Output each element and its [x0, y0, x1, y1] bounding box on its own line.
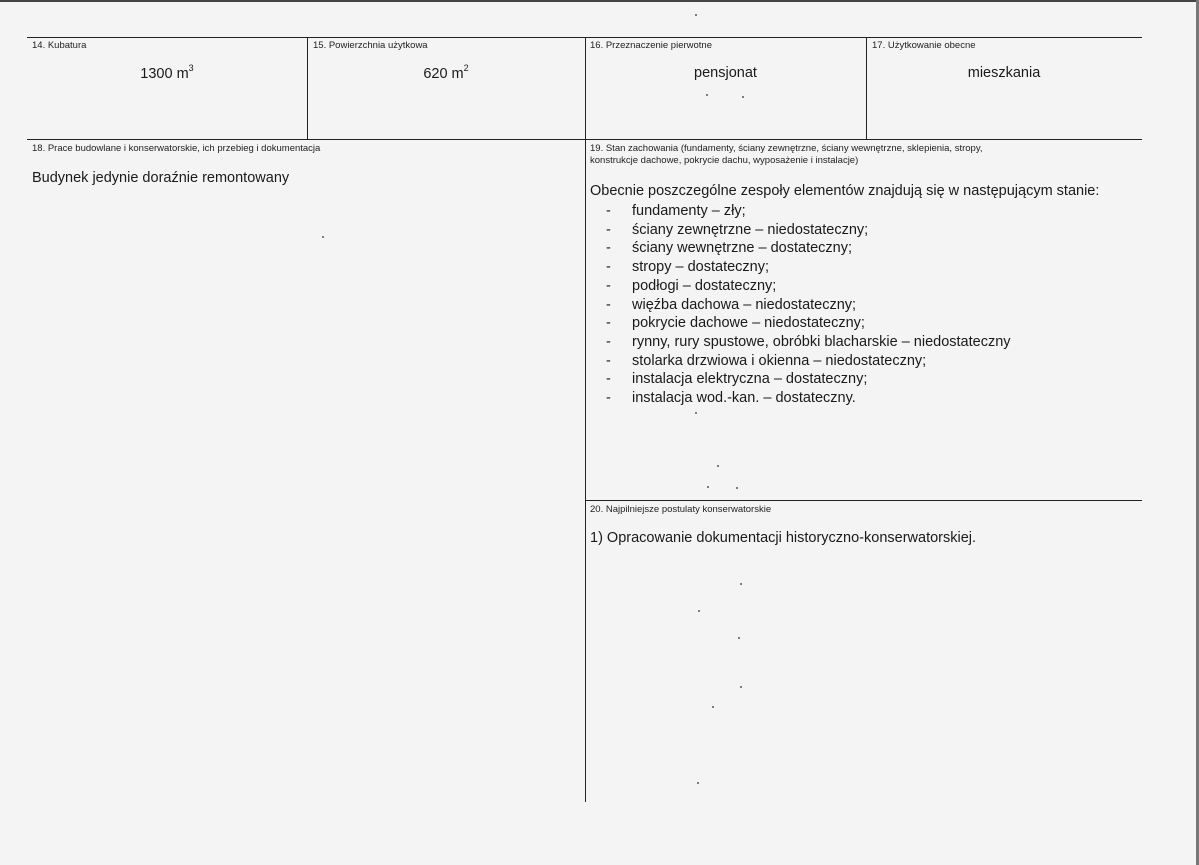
- bullet-dash: -: [606, 371, 611, 388]
- scan-speck: [697, 782, 699, 784]
- list-item-text: instalacja wod.-kan. – dostateczny.: [632, 390, 856, 407]
- list-item-text: rynny, rury spustowe, obróbki blacharskie – niedostateczny: [632, 333, 1011, 350]
- field-18-value: Budynek jedynie doraźnie remontowany: [32, 170, 290, 186]
- col-divider-1: [307, 37, 308, 139]
- bullet-dash: -: [606, 352, 611, 369]
- list-item: [600, 352, 1011, 371]
- list-item: [600, 370, 1011, 389]
- field-15-number: 620 m: [423, 65, 464, 82]
- scan-speck: [706, 94, 708, 96]
- list-item: [600, 221, 1011, 240]
- scan-speck: [695, 412, 697, 414]
- list-item-text: ściany wewnętrzne – dostateczny;: [632, 240, 853, 257]
- list-item-text: stolarka drzwiowa i okienna – niedostateczny;: [632, 352, 927, 369]
- bullet-dash: -: [606, 203, 611, 219]
- field-14-label: 14. Kubatura: [32, 40, 87, 51]
- bullet-dash: -: [606, 259, 611, 276]
- bullet-dash: -: [606, 296, 611, 313]
- scan-speck: [738, 637, 740, 639]
- field-14-unit-exponent: 3: [188, 63, 194, 73]
- field-16-value: pensjonat: [694, 65, 757, 81]
- field-19-label-line1: 19. Stan zachowania (fundamenty, ściany zewnętrzne, ściany wewnętrzne, sklepienia, stropy,: [590, 143, 983, 154]
- scan-speck: [740, 583, 742, 585]
- list-item: [600, 314, 1011, 333]
- list-item: [600, 202, 1011, 221]
- field-15-unit-exponent: 2: [463, 63, 469, 73]
- list-item-text: stropy – dostateczny;: [632, 259, 770, 276]
- field-19-label-line2: konstrukcje dachowe, pokrycie dachu, wyposażenie i instalacje): [590, 155, 859, 166]
- field20-top-line: [586, 500, 1142, 501]
- field-16-label: 16. Przeznaczenie pierwotne: [590, 40, 712, 51]
- bullet-dash: -: [606, 333, 611, 350]
- list-item-text: pokrycie dachowe – niedostateczny;: [632, 315, 865, 332]
- field-17-value: mieszkania: [967, 65, 1041, 81]
- list-item-text: więźba dachowa – niedostateczny;: [632, 296, 857, 313]
- field-15-value: [307, 64, 585, 82]
- col-divider-2: [585, 37, 586, 802]
- scan-speck: [742, 96, 744, 98]
- bullet-dash: -: [606, 315, 611, 332]
- bullet-dash: -: [606, 390, 611, 407]
- field-20-label: 20. Najpilniejsze postulaty konserwatorskie: [590, 504, 772, 515]
- field-19-intro: Obecnie poszczególne zespoły elementów znajdują się w następującym stanie:: [590, 183, 1100, 199]
- scan-speck: [698, 610, 700, 612]
- list-item: [600, 389, 1011, 408]
- field-15-label: 15. Powierzchnia użytkowa: [313, 40, 428, 51]
- field-17-label: 17. Użytkowanie obecne: [872, 40, 976, 51]
- scan-speck: [736, 487, 738, 489]
- list-item-text: podłogi – dostateczny;: [632, 277, 777, 294]
- bullet-dash: -: [606, 221, 611, 238]
- bullet-dash: -: [606, 240, 611, 257]
- list-item: [600, 239, 1011, 258]
- field-18-label: 18. Prace budowlane i konserwatorskie, ich przebieg i dokumentacja: [32, 143, 321, 154]
- field-14-number: 1300 m: [140, 65, 189, 82]
- scan-speck: [717, 465, 719, 467]
- scan-speck: [707, 486, 709, 488]
- field-14-value: [27, 64, 307, 82]
- scan-speck: [322, 236, 324, 238]
- list-item-text: fundamenty – zły;: [632, 203, 746, 219]
- scan-edge-top: [0, 0, 1199, 2]
- scan-speck: [712, 706, 714, 708]
- list-item-text: instalacja elektryczna – dostateczny;: [632, 371, 868, 388]
- col-divider-3: [866, 37, 867, 139]
- field-19-condition-list: [600, 202, 1011, 408]
- field-20-value: 1) Opracowanie dokumentacji historyczno-konserwatorskiej.: [590, 530, 977, 546]
- list-item: [600, 277, 1011, 296]
- list-item: [600, 296, 1011, 315]
- bullet-dash: -: [606, 277, 611, 294]
- scan-speck: [740, 686, 742, 688]
- scan-speck: [695, 14, 697, 16]
- list-item-text: ściany zewnętrzne – niedostateczny;: [632, 221, 869, 238]
- list-item: [600, 333, 1011, 352]
- list-item: [600, 258, 1011, 277]
